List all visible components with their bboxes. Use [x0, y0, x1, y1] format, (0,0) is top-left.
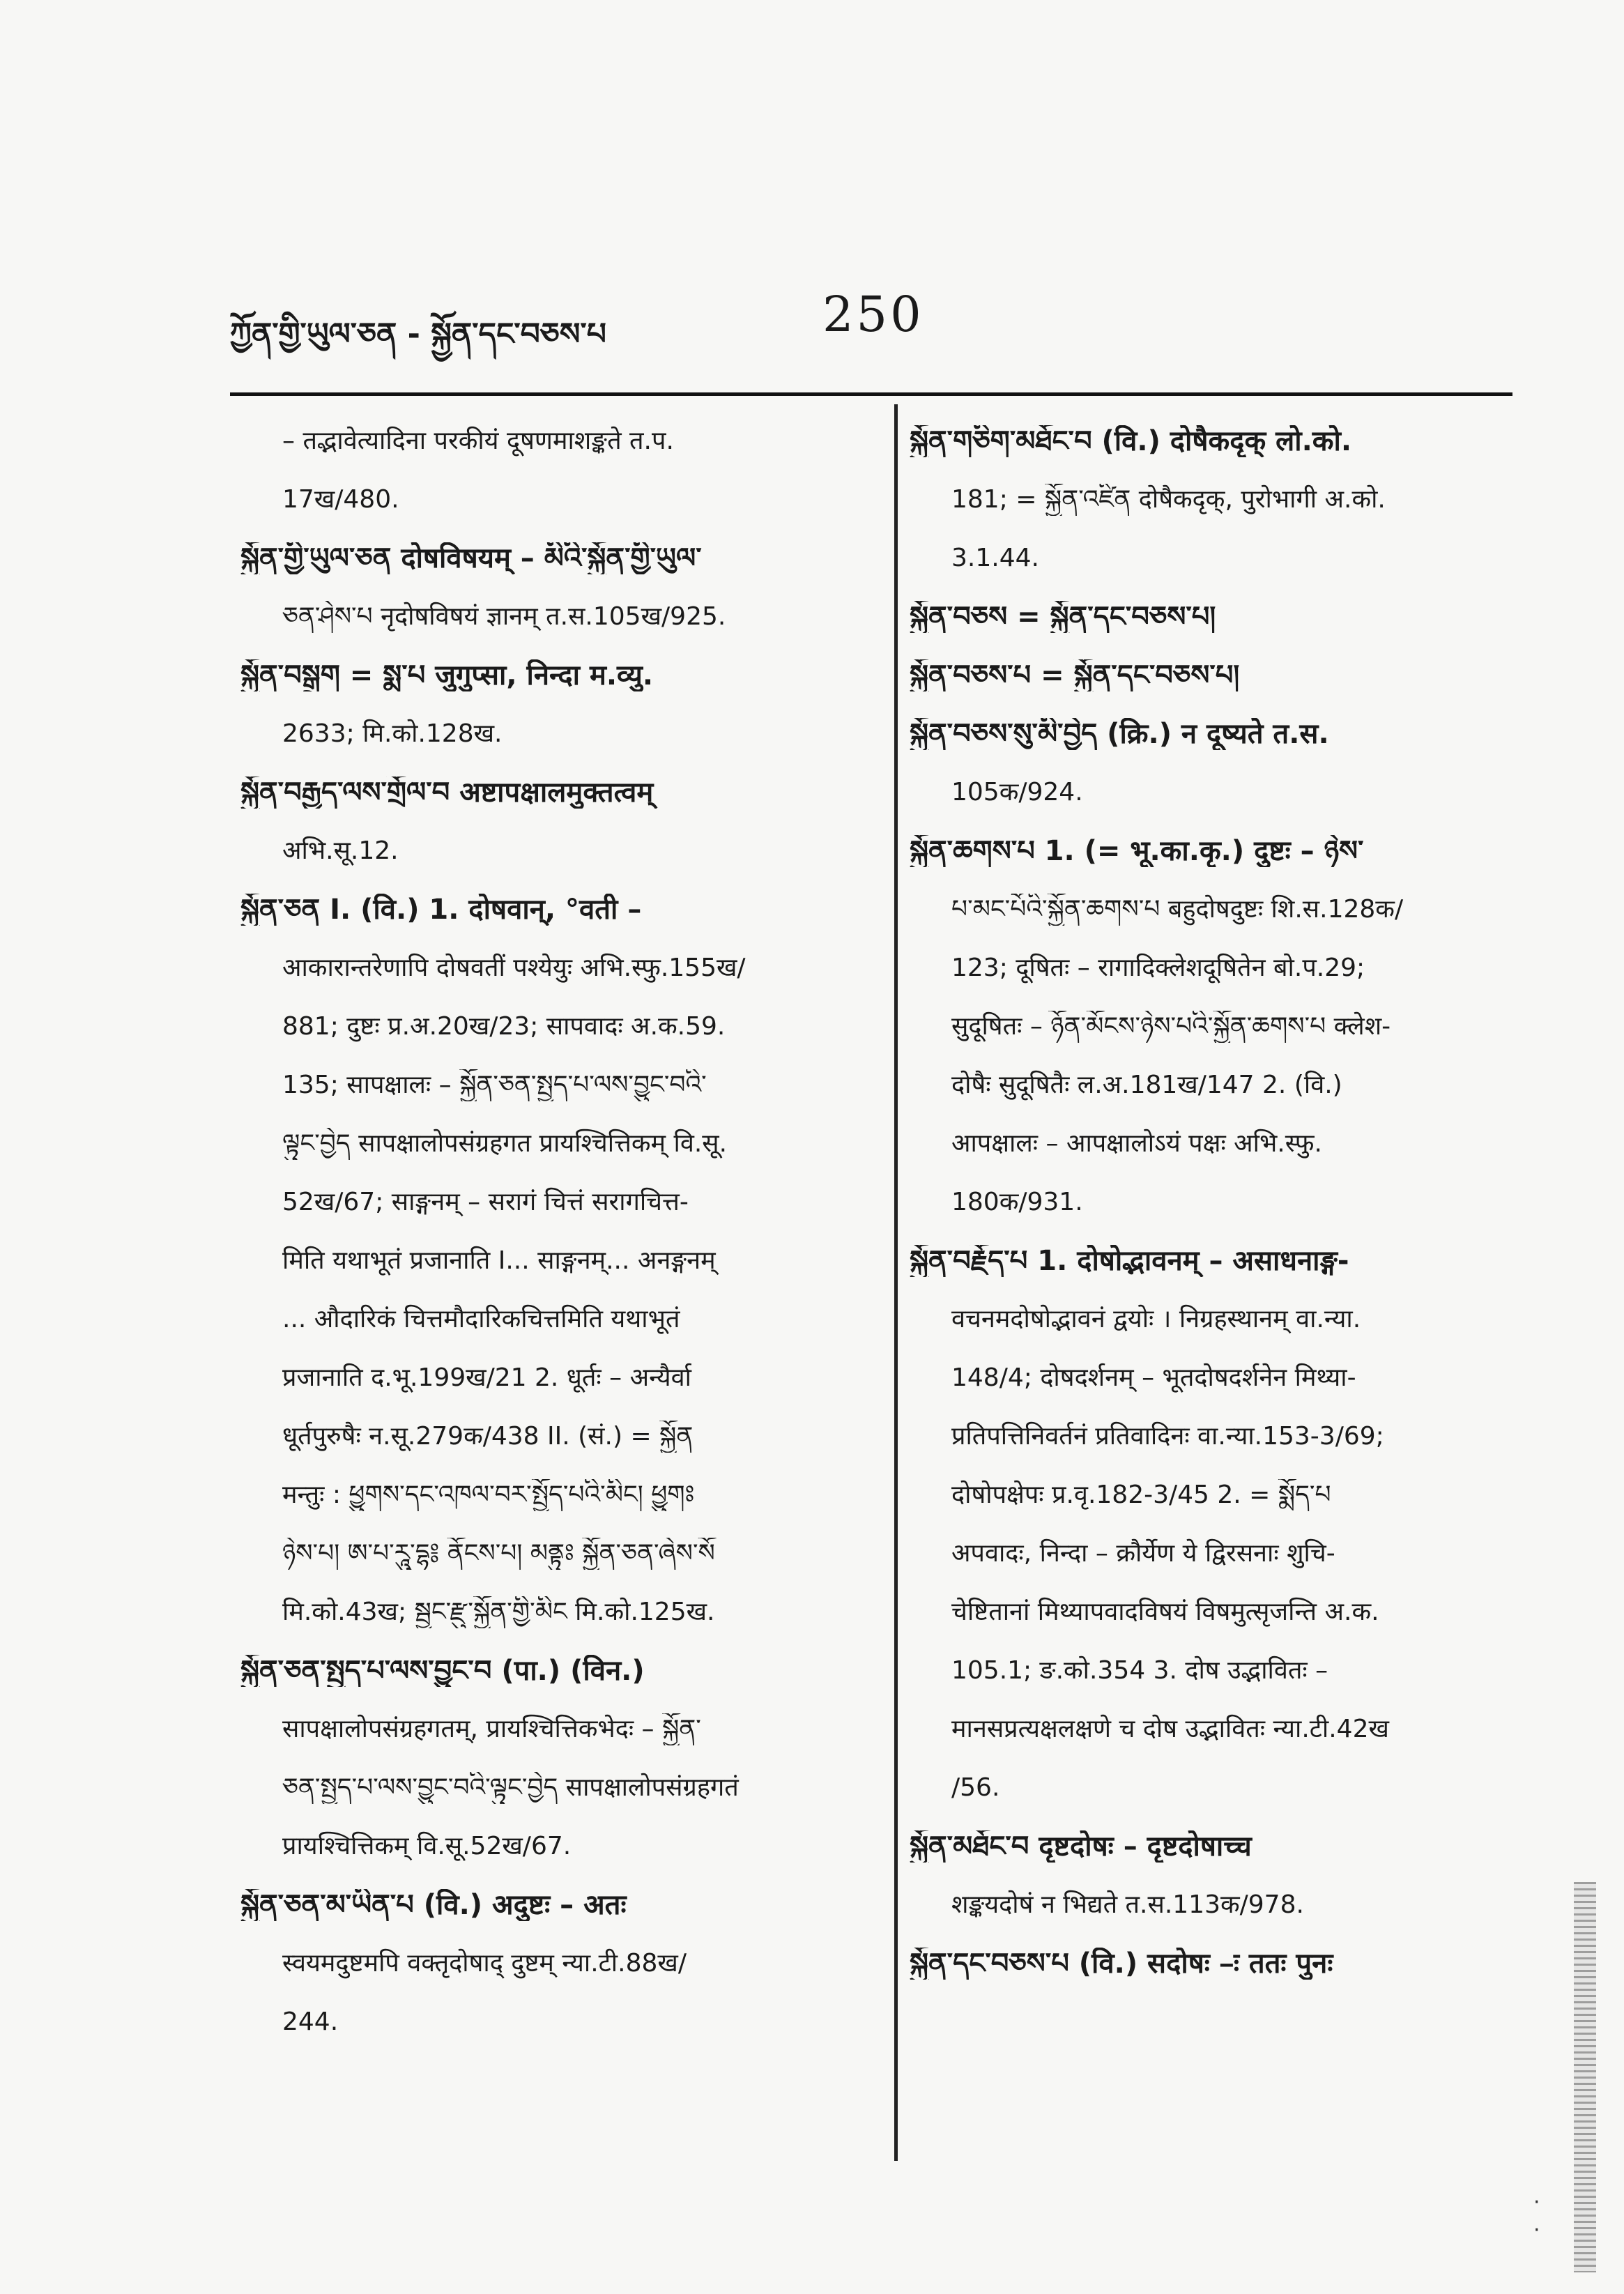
entry-text-line: ལྟུང་བྱེད सापक्षालोपसंग्रहगत प्रायश्चित्तिकम् वि.सू.: [282, 1129, 728, 1158]
left-column: [240, 425, 868, 2065]
entry-text-line: मन्तुः : ཕྱུགས་དང་འཁལ་བར་སྤྱོད་པའི་མིང། ཕྱུགཿ: [282, 1481, 695, 1509]
entry-text-line: 3.1.44.: [951, 544, 1039, 572]
entry-text-line: शङ्कयदोषं न भिद्यते त.स.113क/978.: [951, 1890, 1304, 1919]
entry-text-line: प्रायश्चित्तिकम् वि.सू.52ख/67.: [282, 1832, 572, 1860]
entry-text-line: अपवादः, निन्दा – क्रौर्येण ये द्विरसनाः शुचि-: [951, 1539, 1335, 1568]
margin-mark: ·: [1533, 2218, 1540, 2242]
entry-text-line: दोषैः सुदूषितैः ल.अ.181ख/147 2. (वि.): [951, 1071, 1342, 1099]
entry-text-line: 123; दूषितः – रागादिक्लेशदूषितेन बो.प.29;: [951, 954, 1365, 982]
entry-headword-line: སྐྱོན་བསྒྲག = སྨྲ་པ जुगुप्सा, निन्दा म.व्यु.: [240, 659, 654, 691]
entry-text-line: ... औदारिकं चित्तमौदारिकचित्तमिति यथाभूतं: [282, 1305, 680, 1333]
entry-headword-line: སྐྱོན་ཅན I. (वि.) 1. दोषवान्, °वती –: [240, 894, 642, 926]
entry-headword-line: སྐྱོན་ཆགས་པ 1. (= भू.का.कृ.) दुष्टः – ཉེས་: [910, 835, 1364, 867]
entry-text-line: ཅན་སྤྱད་པ་ལས་བྱུང་བའི་ལྟུང་བྱེད सापक्षालोपसंग्रहगतं: [282, 1773, 739, 1802]
scan-edge-noise: [1574, 1882, 1596, 2272]
entry-text-line: 244.: [282, 2008, 339, 2036]
entry-headword-line: སྐྱོན་གཅིག་མཐོང་བ (वि.) दोषैकदृक् लो.को.: [910, 425, 1352, 457]
column-divider: [894, 404, 898, 2161]
entry-text-line: 2633; मि.को.128ख.: [282, 719, 503, 748]
entry-headword-line: སྐྱོན་བརྒྱད་ལས་གྲོལ་བ अष्टापक्षालमुक्तत्वम्: [240, 777, 654, 809]
entry-text-line: मि.को.43ख; སྦྱང་རྫུ་སྐྱོན་གྱི་མིང मि.को.125ख.: [282, 1598, 715, 1626]
entry-text-line: वचनमदोषोद्भावनं द्वयोः । निग्रहस्थानम् वा.न्या.: [951, 1305, 1361, 1333]
entry-text-line: मिति यथाभूतं प्रजानाति I... साङ्गनम्... अनङ्गनम्: [282, 1246, 716, 1275]
entry-text-line: आपक्षालः – आपक्षालोऽयं पक्षः अभि.स्फु.: [951, 1129, 1322, 1158]
entry-headword-line: སྐྱོན་ཅན་སྤྱད་པ་ལས་བྱུང་བ (पा.) (विन.): [240, 1655, 645, 1687]
entry-text-line: ཅན་ཤེས་པ नृदोषविषयं ज्ञानम् त.स.105ख/925.: [282, 602, 726, 631]
entry-headword-line: སྐྱོན་བཅས = སྐྱོན་དང་བཅས་པ།: [910, 601, 1216, 633]
entry-text-line: सापक्षालोपसंग्रहगतम्, प्रायश्चित्तिकभेदः – སྐྱོན་: [282, 1715, 701, 1743]
margin-marks: [1533, 2189, 1540, 2245]
entry-text-line: आकारान्तरेणापि दोषवतीं पश्येयुः अभि.स्फु.155ख/: [282, 954, 746, 982]
entry-text-line: 105क/924.: [951, 778, 1083, 806]
entry-text-line: 881; दुष्टः प्र.अ.20ख/23; सापवादः अ.क.59.: [282, 1012, 726, 1041]
entry-text-line: པ་མང་པོའི་སྐྱོན་ཆགས་པ बहुदोषदुष्टः शि.स.128क/: [951, 895, 1404, 924]
entry-text-line: प्रतिपत्तिनिवर्तनं प्रतिवादिनः वा.न्या.153-3/69;: [951, 1422, 1384, 1451]
entry-text-line: 180क/931.: [951, 1188, 1083, 1216]
entry-text-line: 52ख/67; साङ्गनम् – सरागं चित्तं सरागचित्त-: [282, 1188, 689, 1216]
entry-text-line: प्रजानाति द.भू.199ख/21 2. धूर्तः – अन्यैर्वा: [282, 1363, 691, 1392]
entry-headword-line: སྐྱོན་དང་བཅས་པ (वि.) सदोषः –ः ततः पुनः: [910, 1948, 1333, 1980]
entry-text-line: दोषोपक्षेपः प्र.वृ.182-3/45 2. = སྨོད་པ: [951, 1481, 1331, 1509]
entry-headword-line: སྐྱོན་བཅས་སུ་མི་བྱེད (क्रि.) न दूष्यते त.स.: [910, 718, 1329, 750]
entry-text-line: सुदूषितः – ཉོན་མོངས་ཉེས་པའི་སྐྱོན་ཆགས་པ क्लेश-: [951, 1012, 1391, 1041]
entry-text-line: 181; = སྐྱོན་འཛིན दोषैकदृक्, पुरोभागी अ.को.: [951, 485, 1386, 514]
entry-text-line: मानसप्रत्यक्षलक्षणे च दोष उद्भावितः न्या.टी.42ख: [951, 1715, 1389, 1743]
entry-headword-line: སྐྱོན་མཐོང་བ दृष्टदोषः – दृष्टदोषाच्च: [910, 1830, 1252, 1863]
margin-mark: ·: [1533, 2190, 1540, 2215]
entry-headword-line: སྐྱོན་བརྗོད་པ 1. दोषोद्भावनम् – असाधनाङ्ग-: [910, 1245, 1349, 1277]
page-number: 250: [822, 286, 924, 343]
header-rule: [230, 392, 1512, 396]
entry-text-line: धूर्तपुरुषैः न.सू.279क/438 II. (सं.) = སྐྱོན: [282, 1422, 694, 1451]
entry-text-line: 105.1; ङ.को.354 3. दोष उद्भावितः –: [951, 1656, 1328, 1685]
entry-headword-line: སྐྱོན་བཅས་པ = སྐྱོན་དང་བཅས་པ།: [910, 659, 1240, 691]
entry-text-line: स्वयमदुष्टमपि वक्तृदोषाद् दुष्टम् न्या.टी.88ख/: [282, 1949, 687, 1978]
entry-text-line: ཉེས་པ། ཨ་པ་རཱུ་དྷ༔ ནོངས་པ། མནྟུཿ སྐྱོན་ཅན་ཞེས་སོ: [282, 1539, 715, 1568]
entry-headword-line: སྐྱོན་གྱི་ཡུལ་ཅན दोषविषयम् – མིའི་སྐྱོན་གྱི་ཡུལ་: [240, 542, 702, 574]
entry-text-line: 17ख/480.: [282, 485, 399, 514]
entry-text-line: /56.: [951, 1773, 1000, 1802]
entry-text-line: चेष्टितानां मिथ्यापवादविषयं विषमुत्सृजन्ति अ.क.: [951, 1598, 1379, 1626]
entry-text-line: – तद्भावेत्यादिना परकीयं दूषणमाशङ्कते त.प.: [282, 427, 674, 455]
entry-text-line: अभि.सू.12.: [282, 836, 399, 865]
running-head: ཀྱོན་གྱི་ཡུལ་ཅན - སྐྱོན་དང་བཅས་པ: [230, 316, 606, 352]
right-column: [910, 425, 1523, 2006]
entry-text-line: 135; सापक्षालः – སྐྱོན་ཅན་སྤྱད་པ་ལས་བྱུང་བའི་: [282, 1071, 707, 1099]
entry-text-line: 148/4; दोषदर्शनम् – भूतदोषदर्शनेन मिथ्या-: [951, 1363, 1356, 1392]
entry-headword-line: སྐྱོན་ཅན་མ་ཡིན་པ (वि.) अदुष्टः – अतः: [240, 1889, 627, 1921]
